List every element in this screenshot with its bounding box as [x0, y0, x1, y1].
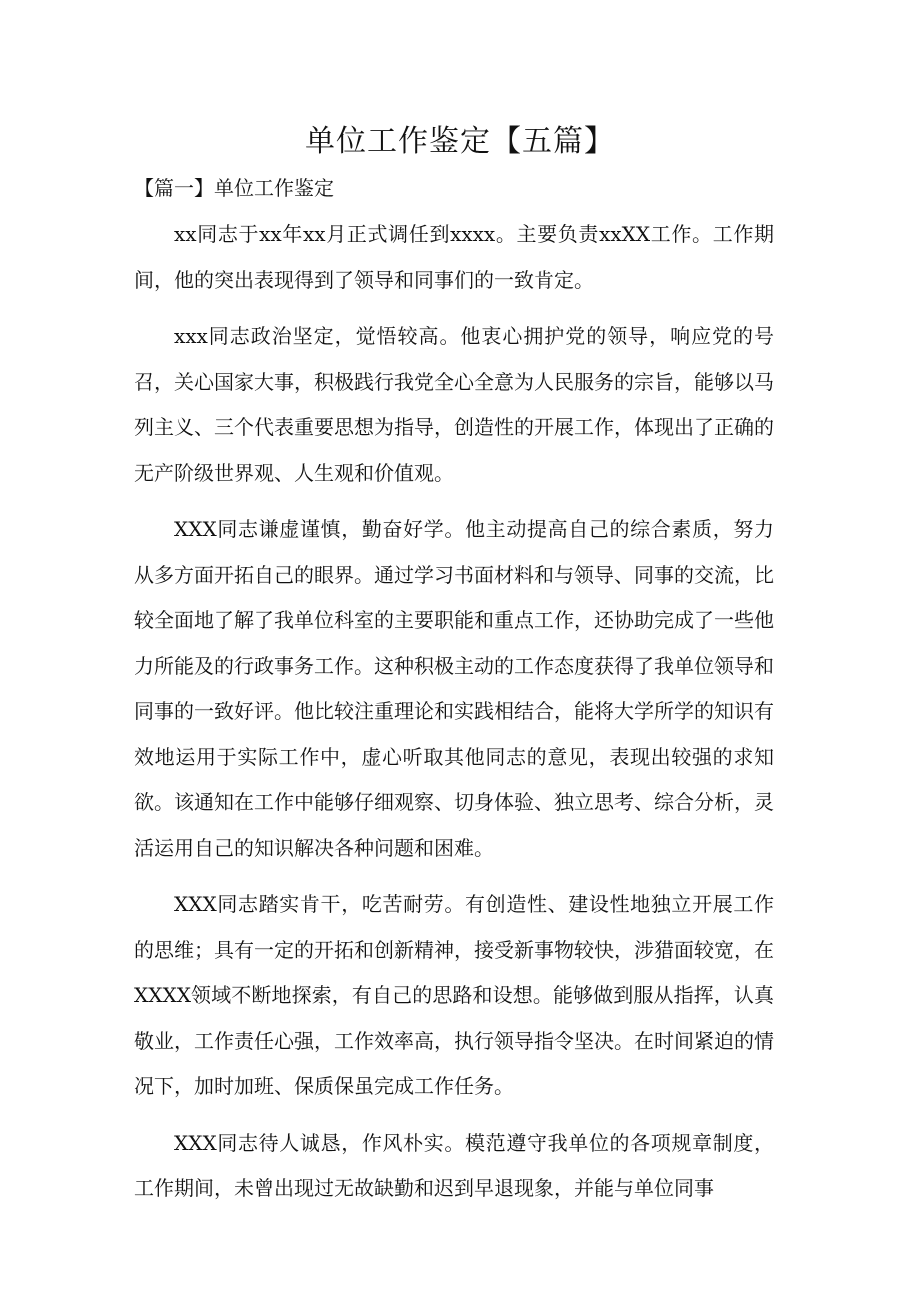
section-heading: 【篇一】单位工作鉴定	[134, 176, 334, 200]
paragraph-3: XXX同志谦虚谨慎，勤奋好学。他主动提高自己的综合素质，努力从多方面开拓自己的眼界。通过学习书面材料和与领导、同事的交流，比较全面地了解了我单位科室的主要职能和重点工作，还协助完成了一些他力所能及的行政事务工作。这种积极主动的工作态度获得了我单位领导和同事的一致好评。他比较注重理论和实践相结合，能将大学所学的知识有效地运用于实际工作中，虚心听取其他同志的意见，表现出较强的求知欲。该通知在工作中能够仔细观察、切身体验、独立思考、综合分析，灵活运用自己的知识解决各种问题和困难。	[134, 517, 774, 860]
paragraph-5: XXX同志待人诚恳，作风朴实。模范遵守我单位的各项规章制度，工作期间，未曾出现过无故缺勤和迟到早退现象，并能与单位同事	[134, 1130, 774, 1200]
paragraph-2: xxx同志政治坚定，觉悟较高。他衷心拥护党的领导，响应党的号召，关心国家大事，积极践行我党全心全意为人民服务的宗旨，能够以马列主义、三个代表重要思想为指导，创造性的开展工作，体现出了正确的无产阶级世界观、人生观和价值观。	[134, 324, 774, 485]
document-body	[134, 212, 774, 1223]
document-title: 单位工作鉴定【五篇】	[305, 124, 615, 159]
paragraph-4: XXX同志踏实肯干，吃苦耐劳。有创造性、建设性地独立开展工作的思维；具有一定的开拓和创新精神，接受新事物较快，涉猎面较宽，在XXXX领域不断地探索，有自己的思路和设想。能够做到服从指挥，认真敬业，工作责任心强，工作效率高，执行领导指令坚决。在时间紧迫的情况下，加时加班、保质保虽完成工作任务。	[134, 892, 774, 1098]
paragraph-1: xx同志于xx年xx月正式调任到xxxx。主要负责xxXX工作。工作期间，他的突出表现得到了领导和同事们的一致肯定。	[134, 222, 774, 292]
